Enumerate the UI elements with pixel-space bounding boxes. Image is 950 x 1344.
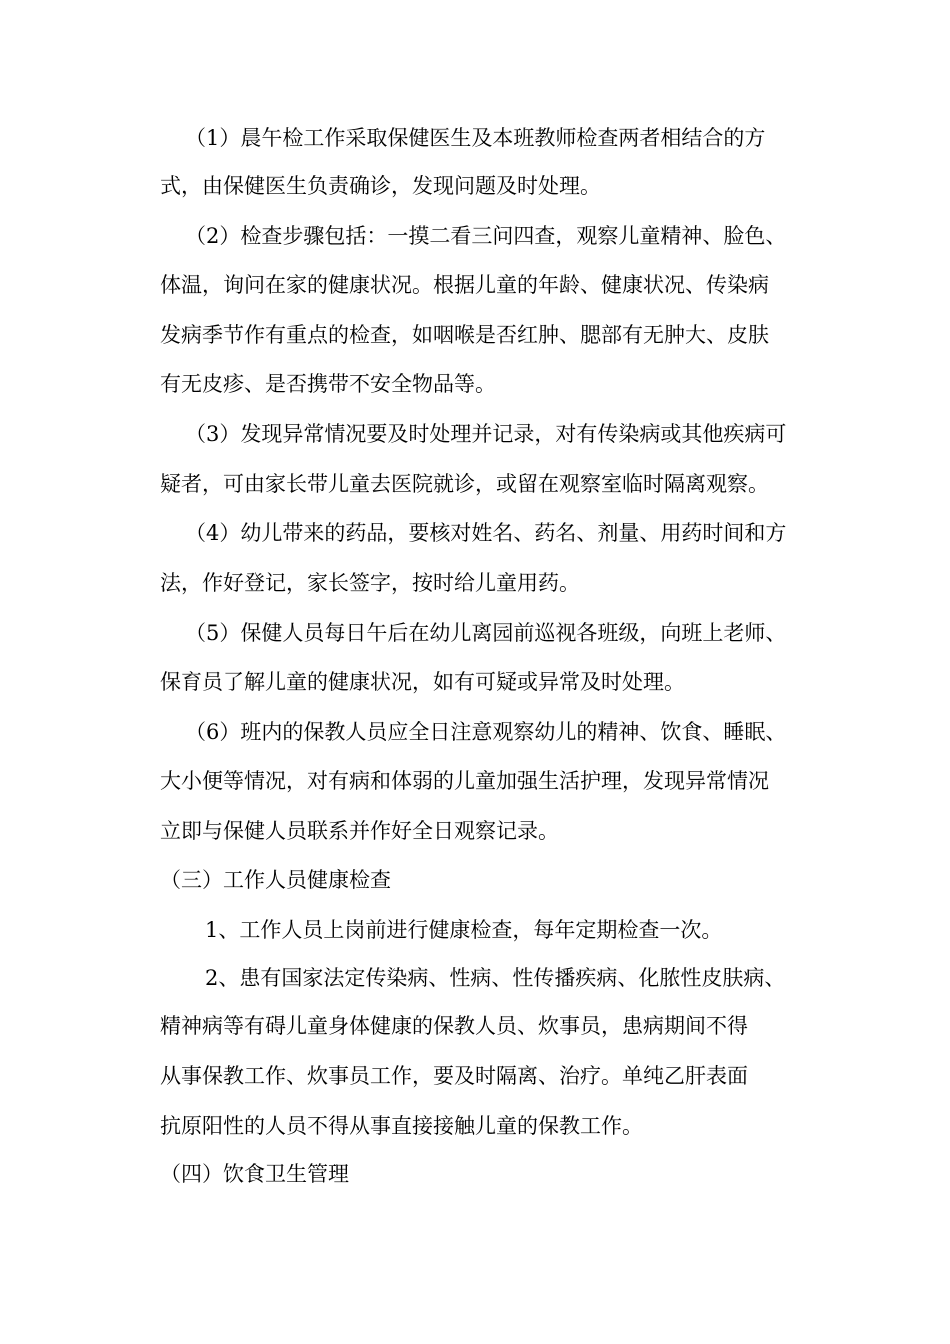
text-line: 体温，询问在家的健康状况。根据儿童的年龄、健康状况、传染病 <box>160 273 769 297</box>
text-line: 立即与保健人员联系并作好全日观察记录。 <box>160 819 559 843</box>
section-heading: （四）饮食卫生管理 <box>160 1162 349 1186</box>
text-line: （1）晨午检工作采取保健医生及本班教师检查两者相结合的方 <box>185 126 766 150</box>
text-line: 大小便等情况，对有病和体弱的儿童加强生活护理，发现异常情况 <box>160 769 769 793</box>
text-line: 精神病等有碍儿童身体健康的保教人员、炊事员，患病期间不得 <box>160 1014 748 1038</box>
text-line: 1、工作人员上岗前进行健康检查，每年定期检查一次。 <box>205 918 723 942</box>
text-line: （3）发现异常情况要及时处理并记录，对有传染病或其他疾病可 <box>185 422 787 446</box>
text-line: 发病季节作有重点的检查，如咽喉是否红肿、腮部有无肿大、皮肤 <box>160 323 769 347</box>
text-line: 法，作好登记，家长签字，按时给儿童用药。 <box>160 571 580 595</box>
text-line: 疑者，可由家长带儿童去医院就诊，或留在观察室临时隔离观察。 <box>160 472 769 496</box>
text-line: 2、患有国家法定传染病、性病、性传播疾病、化脓性皮肤病、 <box>205 966 786 990</box>
text-line: 抗原阳性的人员不得从事直接接触儿童的保教工作。 <box>160 1114 643 1138</box>
text-line: （5）保健人员每日午后在幼儿离园前巡视各班级，向班上老师、 <box>185 621 787 645</box>
section-heading: （三）工作人员健康检查 <box>160 868 391 892</box>
text-line: 式，由保健医生负责确诊，发现问题及时处理。 <box>160 174 601 198</box>
text-line: （6）班内的保教人员应全日注意观察幼儿的精神、饮食、睡眠、 <box>185 720 787 744</box>
text-line: （4）幼儿带来的药品，要核对姓名、药名、剂量、用药时间和方 <box>185 521 787 545</box>
text-line: 有无皮疹、是否携带不安全物品等。 <box>160 372 496 396</box>
text-line: 从事保教工作、炊事员工作，要及时隔离、治疗。单纯乙肝表面 <box>160 1064 748 1088</box>
text-line: 保育员了解儿童的健康状况，如有可疑或异常及时处理。 <box>160 670 685 694</box>
text-line: （2）检查步骤包括：一摸二看三问四查，观察儿童精神、脸色、 <box>185 224 787 248</box>
